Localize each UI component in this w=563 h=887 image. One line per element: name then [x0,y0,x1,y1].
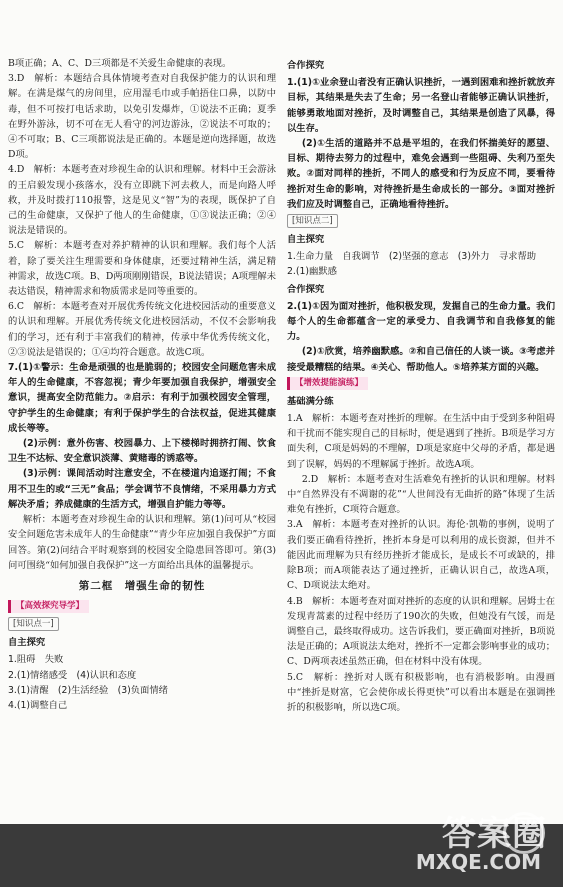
answer-line: 4.(1)调整自己 [8,699,68,711]
answer-line: 2.(1)幽默感 [287,266,337,278]
answer-para: 1.(1)①业余登山者没有正确认识挫折，一遇到困难和挫折就放弃目标，其结果是失去了生命；另一名登山者能够正确认识挫折，能够勇敢地面对挫折，及时调整自己，其结果是创造了风暴，得以生存。 [287,77,555,134]
answer-para: 3.A 解析：本题考查对挫折的认识。海伦·凯勒的事例，说明了我们要正确看待挫折，挫折本身是可以利用的成长资源，但并不能因此而理解为只有经历挫折才能成长，是成长不可或缺的，排除B项；而A项能表达了通过挫折，正确认识自己，故选A项，C、D项说法太绝对。 [287,519,555,592]
answer-para: 5.C 解析：挫折对人既有积极影响，也有消极影响。由漫画中“挫折是财富，它会使你成长得更快”可以看出本题是在强调挫折的积极影响，所以选C项。 [287,671,555,713]
answer-para: 6.C 解析：本题考查对开展优秀传统文化进校园活动的重要意义的认识和理解。开展优秀传统文化进校园活动，不仅不会影响我们的学习，还有利于丰富我们的精神，传承中华优秀传统文化，②③说法是错误的；①④均符合题意。故选C项。 [8,301,276,358]
answer-para: (2)示例：意外伤害、校园暴力、上下楼梯时拥挤打闹、饮食卫生不达标、安全意识淡薄、黄赌毒的诱惑等。 [8,438,276,465]
answer-para: 4.B 解析：本题考查对面对挫折的态度的认识和理解。居姆士在发现青蒿素的过程中经历了190次的失败，但她没有气馁，而是调整自己，最终取得成功。这告诉我们，要正确面对挫折，B项说法是正确的；A项说法太绝对，挫折不一定都会影响事业的成功；C、D两项表述虽然正确，但在材料中没有体现。 [287,595,555,668]
answer-para: B项正确；A、C、D三项都是不关爱生命健康的表现。 [8,58,232,69]
answer-para: 2.D 解析：本题考查对生活难免有挫折的认识和理解。材料中“自然界没有不凋谢的花”“人世间没有无曲折的路”体现了生活难免有挫折，C项符合题意。 [287,473,555,516]
answer-para: (3)示例：课间活动时注意安全，不在楼道内追逐打闹；不食用不卫生的或“三无”食品；学会调节不良情绪，不采用暴力方式解决矛盾；养成健康的生活方式，增强自护能力等等。 [8,468,276,510]
answer-para: (2)①生活的道路并不总是平坦的，在我们怀揣美好的愿望、目标、期待去努力的过程中，难免会遇到一些阻碍、失利乃至失败。②面对同样的挫折，不同人的感受和行为反应不同，要看待挫折对生命的影响，对待挫折是生命成长的一部分。③面对挫折我们应及时调整自己，正确地看待挫折。 [287,138,555,210]
subsection-heading: 合作探究 [287,283,325,295]
subsection-heading: 自主探究 [287,234,325,246]
answer-para: 7.(1)①警示：生命是顽强的也是脆弱的；校园安全问题危害未成年人的生命健康，不容忽视；青少年要加强自我保护，增强安全意识，提高安全防范能力。②启示：有利于加强校园安全管理，守护学生的生命健康；有利于保护学生的合法权益，促进其健康成长等等。 [8,362,276,434]
knowledge-point-label: [知识点一] [8,617,59,631]
answer-para: 1.A 解析：本题考查对挫折的理解。在生活中由于受到多种阻碍和干扰而不能实现自己的目标时，便是遇到了挫折。B项是学习方面失利，C项是妈妈的不理解，D项是家庭中父母的矛盾，都是遇到了误解，妈妈的不理解属于挫折。故选A项。 [287,413,555,470]
answer-para: 4.D 解析：本题考查对珍视生命的认识和理解。材料中王会游泳的王启毅发现小孩落水，没有立即跳下河去救人，而是向路人呼救，并及时拨打110报警，这是见义“智”为的表现，既保护了自己的生命健康，又保护了他人的生命健康，①③说法正确；②④说法是错误的。 [8,164,276,237]
subsection-heading: 基础满分练 [287,395,334,407]
section-banner: 【增效提能演练】 [287,377,368,390]
answer-line: 1.生命力量 自我调节 (2)坚强的意志 (3)外力 寻求帮助 [287,251,537,263]
answer-line: 1.阻碍 失败 [8,654,64,666]
section-banner: 【高效探究导学】 [8,600,89,613]
answer-para: 2.(1)①因为面对挫折，他积极发现，发掘自己的生命力量。我们每个人的生命都蕴含一定的承受力、自我调节和自我修复的能力。 [287,300,555,343]
answer-para: (2)①欣赏，培养幽默感。②和自己信任的人谈一谈。③考虑并接受最糟糕的结果。④关心、帮助他人。⑤培养某方面的兴趣。 [287,346,555,373]
left-column [8,56,276,713]
watermark-url: MXQE.COM [415,850,541,874]
watermark-text: 答案圈 [442,814,547,854]
answer-para: 3.D 解析：本题结合具体情境考查对自我保护能力的认识和理解。在满是煤气的房间里，应用湿毛巾或手帕捂住口鼻，以防中毒，但不可按打电话求助，以免引发爆炸，①说法不正确；夏季在野外游泳，切不可在无人看守的河边游泳，②说法不可取的；④不可取；B、C三项都说法是正确的。本题是逆向选择题，故选D项。 [8,73,276,161]
answer-line: 3.(1)清醒 (2)生活经验 (3)负面情绪 [8,684,168,696]
knowledge-point-label: [知识点二] [287,214,338,228]
subsection-heading: 合作探究 [287,60,325,71]
answer-line: 2.(1)情绪感受 (4)认识和态度 [8,669,137,681]
right-column [287,56,555,715]
answer-para: 5.C 解析：本题考查对养护精神的认识和理解。我们每个人活着，除了要关注生理需要和身体健康，还要过精神生活，满足精神需求，故选C项。B、D两项刚刚错误，B说法错误；A项理解未表达错误，精神需求和物质需求是同等重要的。 [8,240,276,298]
section-title: 第二框 增强生命的韧性 [78,579,206,592]
answer-para: 解析：本题考查对珍视生命的认识和理解。第(1)问可从“校园安全问题危害未成年人的生命健康”“青少年应加强自我保护”方面回答。第(2)问结合平时观察到的校园安全隐患回答即可。第(3)问可围绕“如何加强自我保护”这一方面给出具体的温馨提示。 [8,514,276,571]
watermark-logo [415,806,547,876]
subsection-heading: 自主探究 [8,637,46,649]
